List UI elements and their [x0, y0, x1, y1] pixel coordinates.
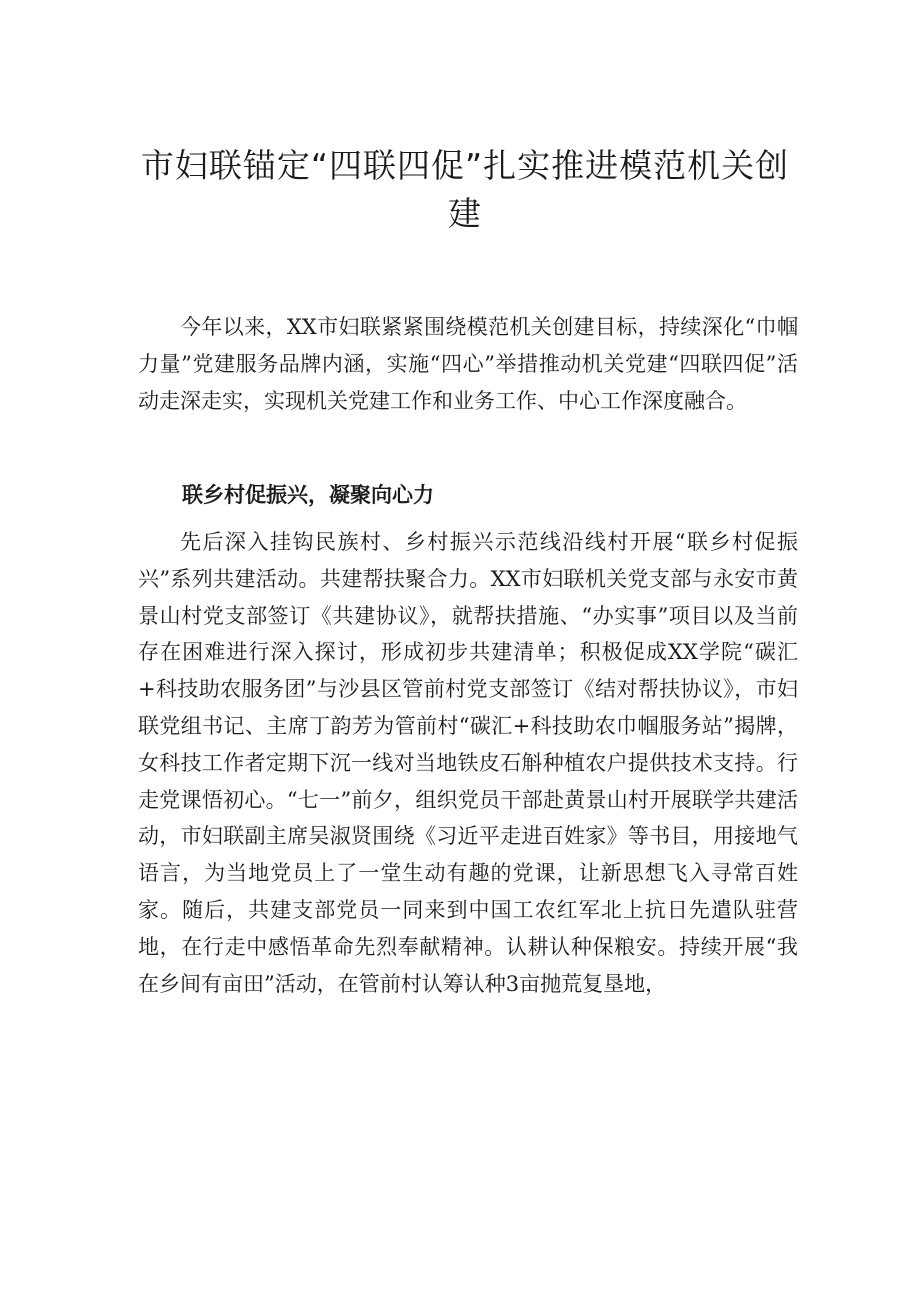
document-title: 市妇联锚定“四联四促”扎实推进模范机关创	[140, 146, 790, 185]
intro-paragraph: 今年以来，XX市妇联紧紧围绕模范机关创建目标，持续深化“巾帼力量”党建服务品牌内涵，实施“四心”举措推动机关党建“四联四促”活动走深走实，实现机关党建工作和业务工作、中心工作深度融合。	[138, 315, 798, 413]
section-heading: 联乡村促振兴，凝聚向心力	[182, 483, 434, 507]
document-title-continued: 建	[448, 194, 482, 233]
body-paragraph: 先后深入挂钩民族村、乡村振兴示范线沿线村开展“联乡村促振兴”系列共建活动。共建帮扶聚合力。XX市妇联机关党支部与永安市黄景山村党支部签订《共建协议》，就帮扶措施、“办实事”项目以及当前存在困难进行深入探讨，形成初步共建清单；积极促成XX学院“碳汇+科技助农服务团”与沙县区管前村党支部签订《结对帮扶协议》，市妇联党组书记、主席丁韵芳为管前村“碳汇+科技助农巾帼服务站”揭牌，女科技工作者定期下沉一线对当地铁皮石斛种植农户提供技术支持。行走党课悟初心。“七一”前夕，组织党员干部赴黄景山村开展联学共建活动，市妇联副主席吴淑贤围绕《习近平走进百姓家》等书目，用接地气语言，为当地党员上了一堂生动有趣的党课，让新思想飞入寻常百姓家。随后，共建支部党员一同来到中国工农红军北上抗日先遣队驻营地，在行走中感悟革命先烈奉献精神。认耕认种保粮安。持续开展“我在乡间有亩田”活动，在管前村认筹认种3亩抛荒复垦地，	[138, 530, 798, 996]
